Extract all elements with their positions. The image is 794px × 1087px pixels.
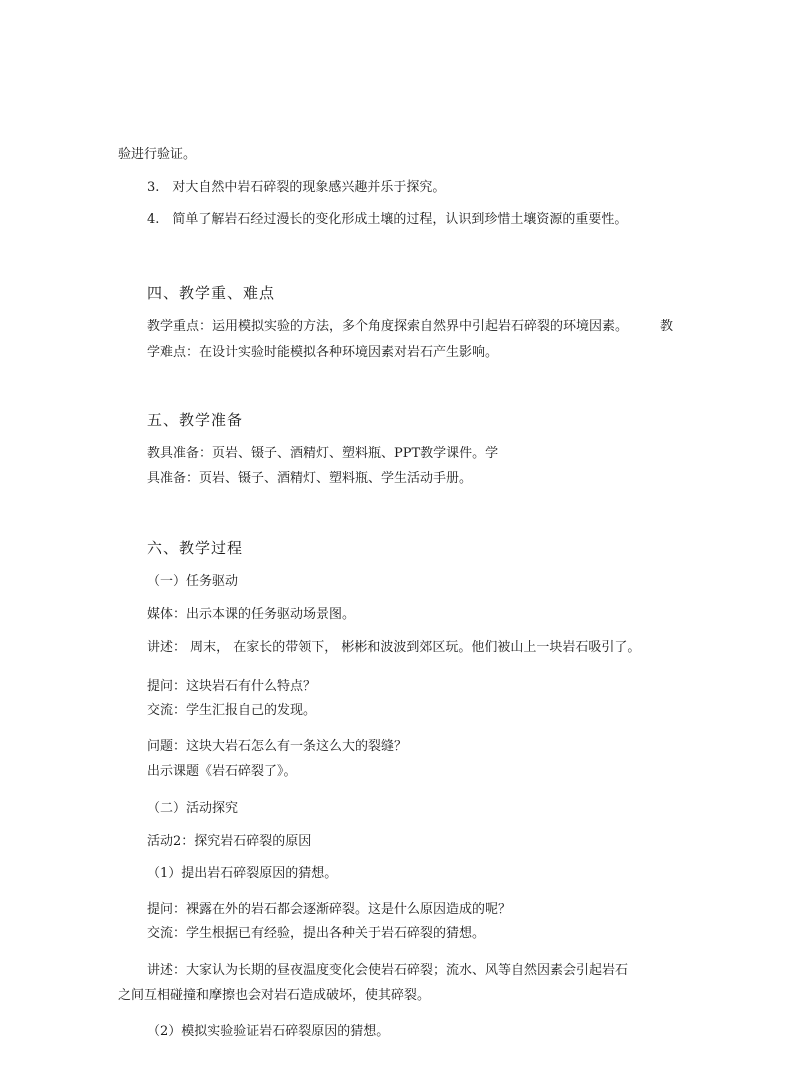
step-2: （2）模拟实验验证岩石碎裂原因的猜想。 [147,1024,390,1039]
key-point-line-1-tail: 教 [660,319,674,334]
question-line-2: 提问：裸露在外的岩石都会逐渐碎裂。这是什么原因造成的呢？ [147,902,512,917]
objective-item-4: 4. 简单了解岩石经过漫长的变化形成土壤的过程，认识到珍惜土壤资源的重要性。 [147,212,628,227]
problem-line: 问题：这块大岩石怎么有一条这么大的裂缝？ [147,739,408,754]
section-heading-key-points: 四、教学重、难点 [147,284,276,302]
key-point-line-1: 教学重点：运用模拟实验的方法，多个角度探索自然界中引起岩石碎裂的环境因素。 [147,319,629,334]
objective-item-3: 3. 对大自然中岩石碎裂的现象感兴趣并乐于探究。 [147,180,446,195]
activity-title: 活动2：探究岩石碎裂的原因 [147,834,312,849]
narration-line: 讲述： 周末， 在家长的带领下， 彬彬和波波到郊区玩。他们被山上一块岩石吸引了。 [147,640,641,655]
explain-line-2: 之间互相碰撞和摩擦也会对岩石造成破坏，使其碎裂。 [118,988,431,1003]
exchange-line-1: 交流：学生汇报自己的发现。 [147,703,317,718]
part-heading-activity: （二）活动探究 [147,801,239,816]
key-point-line-2: 学难点：在设计实验时能模拟各种环境因素对岩石产生影响。 [147,345,499,360]
part-heading-task-driven: （一）任务驱动 [147,574,239,589]
section-heading-preparation: 五、教学准备 [147,411,244,429]
lesson-title-line: 出示课题《岩石碎裂了》。 [147,764,297,779]
media-line: 媒体：出示本课的任务驱动场景图。 [147,607,356,622]
explain-line-1: 讲述：大家认为长期的昼夜温度变化会使岩石碎裂；流水、风等自然因素会引起岩石 [147,963,629,978]
objective-continuation: 验进行验证。 [118,147,197,162]
question-line-1: 提问：这块岩石有什么特点？ [147,679,317,694]
preparation-line-1: 教具准备：页岩、镊子、酒精灯、塑料瓶、PPT教学课件。学 [147,446,499,461]
exchange-line-2: 交流：学生根据已有经验，提出各种关于岩石碎裂的猜想。 [147,926,486,941]
step-1: （1）提出岩石碎裂原因的猜想。 [147,866,338,881]
preparation-line-2: 具准备：页岩、镊子、酒精灯、塑料瓶、学生活动手册。 [147,471,473,486]
section-heading-process: 六、教学过程 [147,539,244,557]
